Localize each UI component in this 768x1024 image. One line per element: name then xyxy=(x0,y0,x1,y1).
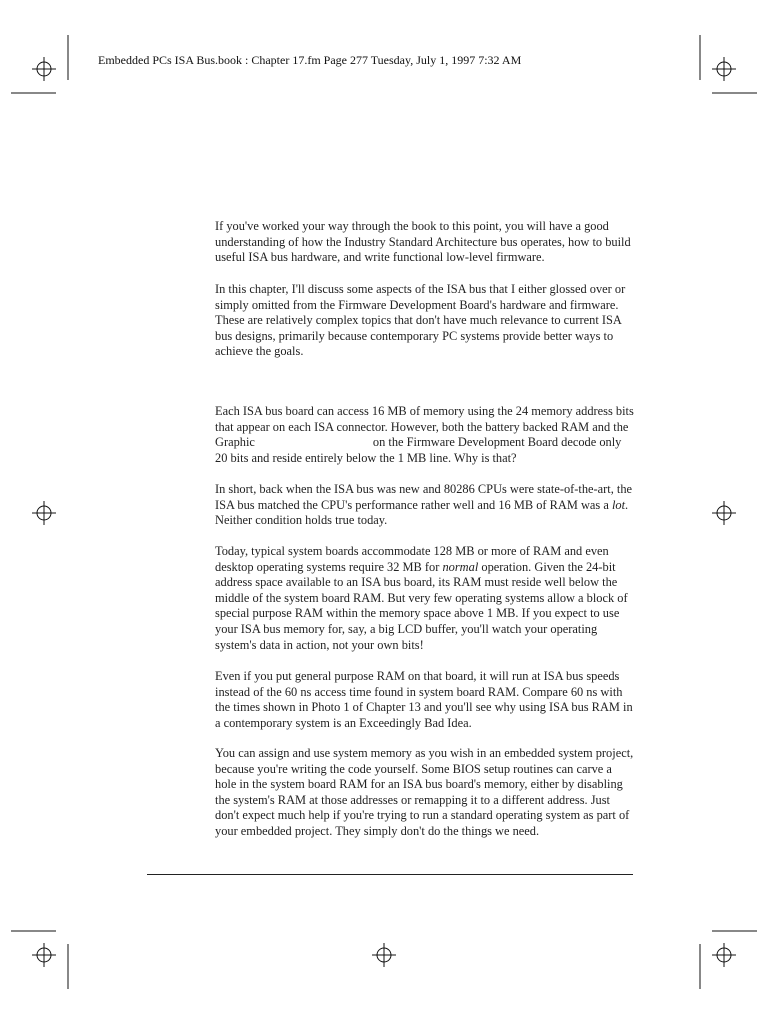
paragraph-text-part: Today, typical system boards accommodate 128 MB or more of RAM and even desktop operating systems require 32 MB for xyxy=(215,544,609,574)
emphasis-text: lot xyxy=(611,497,626,512)
emphasis-text: normal xyxy=(442,559,479,574)
paragraph-text-part: Each ISA bus board can access 16 MB of memory using the 24 memory address bits that appear on each ISA connector. However, both the battery backed RAM and the Graphic xyxy=(215,404,634,450)
paragraph-text xyxy=(215,482,635,529)
registration-mark-icon xyxy=(32,943,56,967)
paragraph-text xyxy=(215,404,635,466)
registration-mark-icon xyxy=(712,943,736,967)
paragraph-chapter-overview xyxy=(215,282,635,360)
paragraph-memory-access xyxy=(215,404,635,466)
paragraph-text: In this chapter, I'll discuss some aspects of the ISA bus that I either glossed over or simply omitted from the Firmware Development Board's hardware and firmware. These are relatively complex topics that don't have much relevance to current ISA bus designs, primarily because contemporary PC systems provide better ways to achieve the goals. xyxy=(215,282,626,359)
paragraph-text-part: on the Firmware Development Board decode only 20 bits and reside entirely below the 1 MB line. Why is that? xyxy=(215,435,622,465)
paragraph-text-part: operation. Given the 24-bit address space available to an ISA bus board, its RAM must reside well below the middle of the system board RAM. But very few operating systems allow a block of special purpose RAM within the memory space above 1 MB. If you expect to use your ISA bus memory for, say, a big LCD buffer, you'll watch your operating system's data in action, not your own bits! xyxy=(215,559,628,652)
paragraph-intro xyxy=(215,219,635,266)
registration-mark-icon xyxy=(712,501,736,525)
registration-mark-icon xyxy=(32,57,56,81)
registration-mark-icon xyxy=(32,501,56,525)
paragraph-bus-speeds xyxy=(215,669,635,731)
footer-rule xyxy=(147,874,633,875)
registration-mark-icon xyxy=(712,57,736,81)
paragraph-text xyxy=(215,544,635,653)
registration-mark-icon xyxy=(372,943,396,967)
page-header: Embedded PCs ISA Bus.book : Chapter 17.fm Page 277 Tuesday, July 1, 1997 7:32 AM xyxy=(98,53,522,67)
paragraph-text: You can assign and use system memory as you wish in an embedded system project, because you're writing the code yourself. Some BIOS setup routines can carve a hole in the system board RAM for an ISA bus board's memory, either by disabling the system's RAM at those addresses or remapping it to a different address. Just don't expect much help if you're trying to run a standard operating system as part of your embedded project. They simply don't do the things we need. xyxy=(215,746,634,838)
paragraph-text: If you've worked your way through the book to this point, you will have a good understanding of how the Industry Standard Architecture bus operates, how to build useful ISA bus hardware, and write functional low-level firmware. xyxy=(215,219,631,265)
paragraph-text: Even if you put general purpose RAM on that board, it will run at ISA bus speeds instead of the 60 ns access time found in system board RAM. Compare 60 ns with the times shown in Photo 1 of Chapter 13 and you'll see why using ISA bus RAM in a contemporary system is an Exceedingly Bad Idea. xyxy=(215,669,633,730)
paragraph-embedded-memory xyxy=(215,746,635,840)
paragraph-text-part: . Neither condition holds true today. xyxy=(215,497,629,528)
paragraph-text-part: In short, back when the ISA bus was new and 80286 CPUs were state-of-the-art, the ISA bus matched the CPU's performance rather well and 16 MB of RAM was a xyxy=(215,482,633,512)
paragraph-system-boards xyxy=(215,544,635,653)
paragraph-history xyxy=(215,482,635,529)
